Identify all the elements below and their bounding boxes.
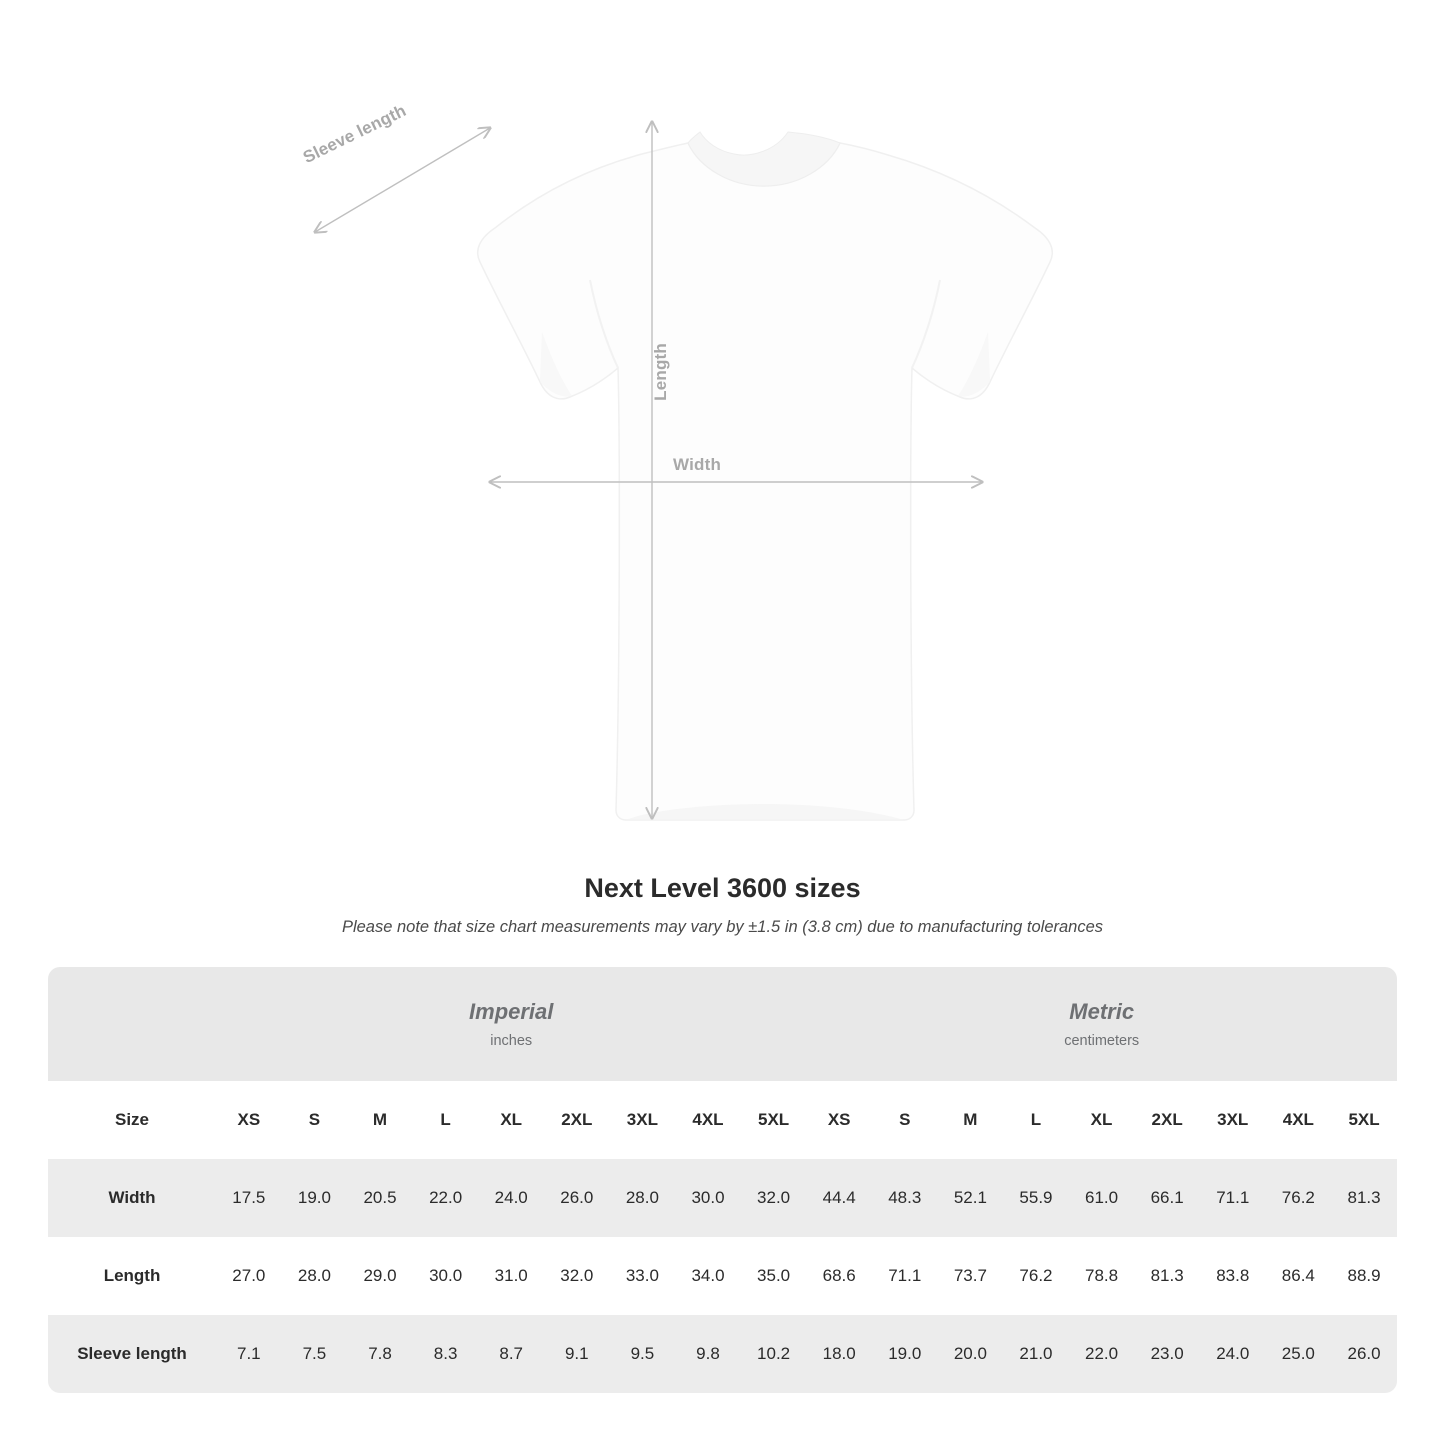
cell-length-imperial-3xl: 33.0 xyxy=(610,1237,676,1315)
imperial-label: Imperial xyxy=(469,999,554,1024)
cell-width-imperial-s: 19.0 xyxy=(282,1159,348,1237)
cell-sleeve-imperial-s: 7.5 xyxy=(282,1315,348,1393)
size-header-imperial-2xl: 2XL xyxy=(544,1081,610,1159)
cell-sleeve-metric-m: 20.0 xyxy=(938,1315,1004,1393)
cell-length-metric-4xl: 86.4 xyxy=(1266,1237,1332,1315)
cell-sleeve-imperial-xs: 7.1 xyxy=(216,1315,282,1393)
size-header-imperial-5xl: 5XL xyxy=(741,1081,807,1159)
cell-sleeve-imperial-m: 7.8 xyxy=(347,1315,413,1393)
size-header-metric-5xl: 5XL xyxy=(1331,1081,1397,1159)
cell-length-imperial-m: 29.0 xyxy=(347,1237,413,1315)
imperial-unit-header xyxy=(216,967,806,1081)
cell-length-imperial-xs: 27.0 xyxy=(216,1237,282,1315)
cell-length-imperial-4xl: 34.0 xyxy=(675,1237,741,1315)
size-header-imperial-xl: XL xyxy=(478,1081,544,1159)
metric-unit-header xyxy=(806,967,1397,1081)
cell-width-metric-3xl: 71.1 xyxy=(1200,1159,1266,1237)
size-header-label: Size xyxy=(48,1081,216,1159)
size-header-metric-s: S xyxy=(872,1081,938,1159)
cell-length-imperial-2xl: 32.0 xyxy=(544,1237,610,1315)
size-header-imperial-m: M xyxy=(347,1081,413,1159)
cell-width-metric-5xl: 81.3 xyxy=(1331,1159,1397,1237)
cell-sleeve-imperial-4xl: 9.8 xyxy=(675,1315,741,1393)
cell-length-metric-s: 71.1 xyxy=(872,1237,938,1315)
table-row xyxy=(48,1237,1397,1315)
cell-width-imperial-l: 22.0 xyxy=(413,1159,479,1237)
size-header-metric-m: M xyxy=(938,1081,1004,1159)
cell-sleeve-metric-3xl: 24.0 xyxy=(1200,1315,1266,1393)
page-title: Next Level 3600 sizes xyxy=(584,873,861,903)
cell-length-metric-5xl: 88.9 xyxy=(1331,1237,1397,1315)
cell-width-metric-xl: 61.0 xyxy=(1069,1159,1135,1237)
cell-width-imperial-5xl: 32.0 xyxy=(741,1159,807,1237)
size-header-metric-2xl: 2XL xyxy=(1134,1081,1200,1159)
cell-width-imperial-xs: 17.5 xyxy=(216,1159,282,1237)
cell-sleeve-metric-2xl: 23.0 xyxy=(1134,1315,1200,1393)
cell-sleeve-imperial-xl: 8.7 xyxy=(478,1315,544,1393)
unit-corner-cell xyxy=(48,967,216,1081)
size-table-wrap xyxy=(48,967,1397,1393)
cell-length-metric-m: 73.7 xyxy=(938,1237,1004,1315)
size-table xyxy=(48,967,1397,1393)
cell-width-metric-l: 55.9 xyxy=(1003,1159,1069,1237)
cell-length-metric-xl: 78.8 xyxy=(1069,1237,1135,1315)
cell-width-metric-m: 52.1 xyxy=(938,1159,1004,1237)
cell-length-imperial-xl: 31.0 xyxy=(478,1237,544,1315)
cell-width-imperial-4xl: 30.0 xyxy=(675,1159,741,1237)
imperial-sub: inches xyxy=(490,1033,533,1049)
length-dimension-label: Length xyxy=(651,343,670,401)
width-dimension-label: Width xyxy=(673,455,722,474)
cell-width-imperial-3xl: 28.0 xyxy=(610,1159,676,1237)
cell-sleeve-imperial-3xl: 9.5 xyxy=(610,1315,676,1393)
row-label-width: Width xyxy=(48,1159,216,1237)
cell-sleeve-metric-5xl: 26.0 xyxy=(1331,1315,1397,1393)
size-header-imperial-3xl: 3XL xyxy=(610,1081,676,1159)
cell-length-metric-l: 76.2 xyxy=(1003,1237,1069,1315)
cell-width-imperial-m: 20.5 xyxy=(347,1159,413,1237)
cell-sleeve-metric-l: 21.0 xyxy=(1003,1315,1069,1393)
table-row xyxy=(48,1315,1397,1393)
size-header-row xyxy=(48,1081,1397,1159)
cell-width-imperial-2xl: 26.0 xyxy=(544,1159,610,1237)
cell-width-metric-xs: 44.4 xyxy=(806,1159,872,1237)
size-header-metric-xl: XL xyxy=(1069,1081,1135,1159)
cell-width-metric-s: 48.3 xyxy=(872,1159,938,1237)
cell-sleeve-metric-s: 19.0 xyxy=(872,1315,938,1393)
sleeve-length-dimension-label: Sleeve length xyxy=(300,100,410,168)
size-header-imperial-s: S xyxy=(282,1081,348,1159)
cell-length-imperial-5xl: 35.0 xyxy=(741,1237,807,1315)
size-header-imperial-l: L xyxy=(413,1081,479,1159)
cell-sleeve-imperial-5xl: 10.2 xyxy=(741,1315,807,1393)
metric-sub: centimeters xyxy=(1064,1033,1140,1049)
size-header-metric-3xl: 3XL xyxy=(1200,1081,1266,1159)
cell-sleeve-imperial-l: 8.3 xyxy=(413,1315,479,1393)
cell-sleeve-imperial-2xl: 9.1 xyxy=(544,1315,610,1393)
row-label-length: Length xyxy=(48,1237,216,1315)
size-header-metric-xs: XS xyxy=(806,1081,872,1159)
cell-length-metric-2xl: 81.3 xyxy=(1134,1237,1200,1315)
size-header-metric-4xl: 4XL xyxy=(1266,1081,1332,1159)
size-header-imperial-xs: XS xyxy=(216,1081,282,1159)
metric-label: Metric xyxy=(1069,999,1135,1024)
unit-header-row xyxy=(48,967,1397,1081)
cell-length-metric-xs: 68.6 xyxy=(806,1237,872,1315)
cell-sleeve-metric-xl: 22.0 xyxy=(1069,1315,1135,1393)
cell-length-metric-3xl: 83.8 xyxy=(1200,1237,1266,1315)
cell-sleeve-metric-xs: 18.0 xyxy=(806,1315,872,1393)
row-label-sleeve-length: Sleeve length xyxy=(48,1315,216,1393)
size-header-imperial-4xl: 4XL xyxy=(675,1081,741,1159)
cell-width-metric-2xl: 66.1 xyxy=(1134,1159,1200,1237)
cell-width-metric-4xl: 76.2 xyxy=(1266,1159,1332,1237)
cell-length-imperial-s: 28.0 xyxy=(282,1237,348,1315)
size-header-metric-l: L xyxy=(1003,1081,1069,1159)
tolerance-note: Please note that size chart measurements may vary by ±1.5 in (3.8 cm) due to manufacturing tolerances xyxy=(341,918,1104,936)
cell-length-imperial-l: 30.0 xyxy=(413,1237,479,1315)
cell-sleeve-metric-4xl: 25.0 xyxy=(1266,1315,1332,1393)
cell-width-imperial-xl: 24.0 xyxy=(478,1159,544,1237)
table-row xyxy=(48,1159,1397,1237)
title-block xyxy=(0,873,1445,937)
